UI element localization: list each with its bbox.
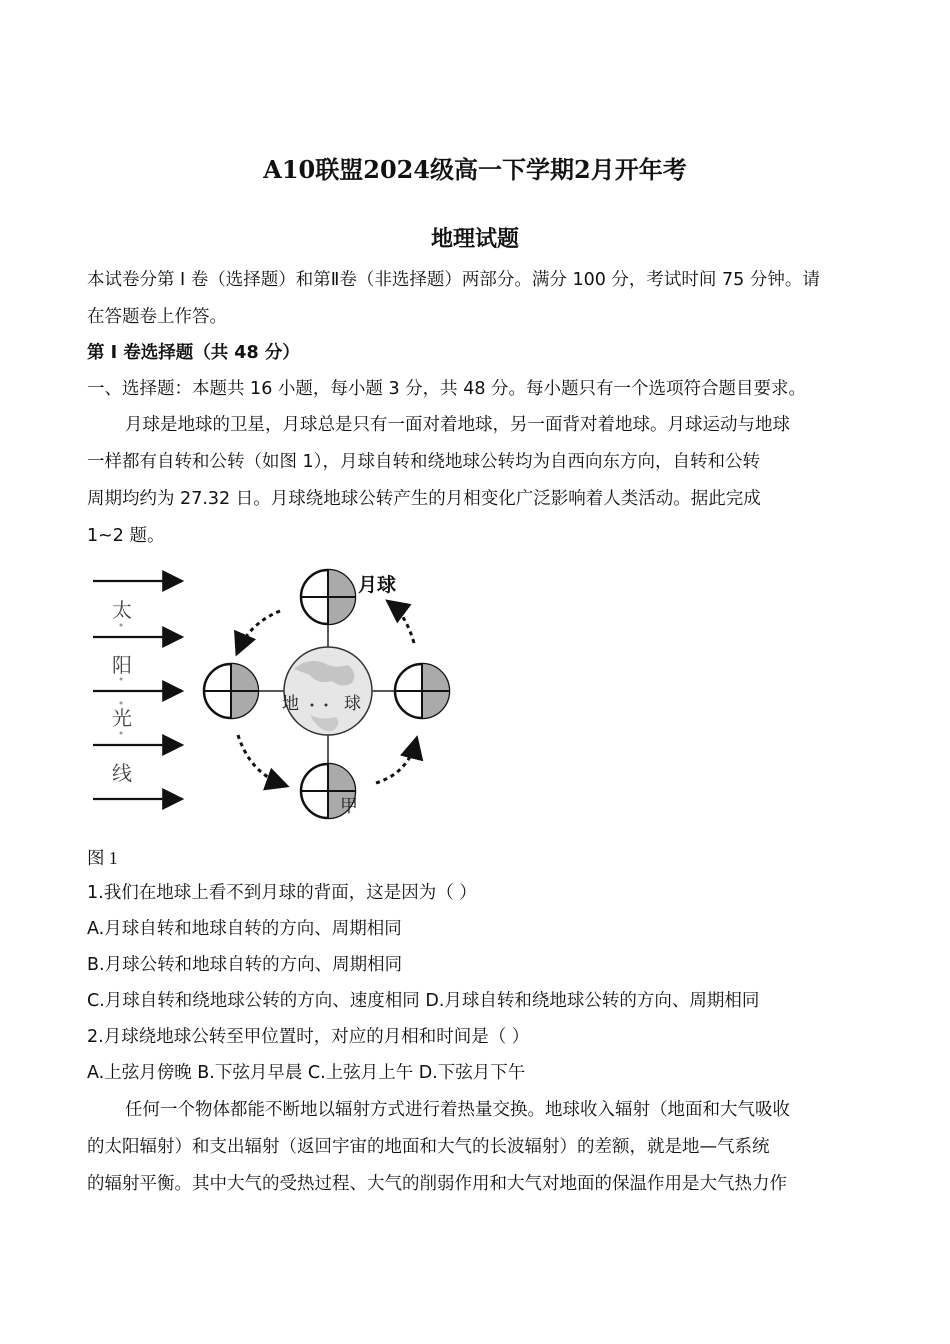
sunlight-char-3: 光 bbox=[112, 706, 132, 730]
intro-line-2: 在答题卷上作答。 bbox=[87, 307, 227, 327]
orbit-arrow-top-left bbox=[238, 611, 280, 651]
sunlight-arrows bbox=[93, 581, 182, 799]
orbit-arrow-bottom-left bbox=[238, 735, 284, 785]
moon-top bbox=[301, 570, 355, 624]
exam-title: A10联盟2024级高一下学期2月开年考 bbox=[263, 155, 687, 184]
exam-subtitle: 地理试题 bbox=[430, 227, 519, 252]
passage1-line-4: 1~2 题。 bbox=[87, 526, 165, 546]
passage1-line-2: 一样都有自转和公转（如图 1），月球自转和绕地球公转均为自西向东方向，自转和公转 bbox=[87, 452, 760, 472]
moon-orbit-figure bbox=[88, 565, 458, 820]
figure-caption: 图 1 bbox=[87, 848, 118, 868]
passage1-line-3: 周期均约为 27.32 日。月球绕地球公转产生的月相变化广泛影响着人类活动。据此完成 bbox=[87, 489, 761, 509]
sunlight-char-4: 线 bbox=[112, 761, 132, 785]
question-2: 2.月球绕地球公转至甲位置时，对应的月相和时间是（ ） bbox=[87, 1027, 530, 1047]
sunlight-char-1: 太 bbox=[112, 598, 132, 622]
earth-label-left: 地 bbox=[282, 694, 299, 714]
question-1: 1.我们在地球上看不到月球的背面，这是因为（ ） bbox=[87, 883, 477, 903]
moon-left bbox=[204, 664, 258, 718]
intro-line-1: 本试卷分第 I 卷（选择题）和第Ⅱ卷（非选择题）两部分。满分 100 分，考试时间 75 分钟。请 bbox=[87, 270, 820, 290]
question-2-options: A.上弦月傍晚 B.下弦月早晨 C.上弦月上午 D.下弦月下午 bbox=[87, 1063, 526, 1083]
orbit-arrow-top-right bbox=[390, 603, 414, 643]
earth-label-right: 球 bbox=[344, 694, 361, 714]
passage2-line-2: 的太阳辐射）和支出辐射（返回宇宙的地面和大气的长波辐射）的差额，就是地—气系统 bbox=[87, 1137, 770, 1157]
moon-label: 月球 bbox=[358, 574, 397, 596]
passage1-line-1: 月球是地球的卫星，月球总是只有一面对着地球，另一面背对着地球。月球运动与地球 bbox=[125, 415, 790, 435]
earth bbox=[282, 647, 372, 735]
moon-right bbox=[395, 664, 449, 718]
question-1-option-a: A.月球自转和地球自转的方向、周期相同 bbox=[87, 919, 402, 939]
orbit-arrow-bottom-right bbox=[376, 741, 416, 783]
moon-bottom-jia bbox=[301, 764, 358, 818]
section-heading: 第 I 卷选择题（共 48 分） bbox=[87, 343, 300, 363]
passage2-line-3: 的辐射平衡。其中大气的受热过程、大气的削弱作用和大气对地面的保温作用是大气热力作 bbox=[87, 1174, 787, 1194]
question-1-options-cd: C.月球自转和绕地球公转的方向、速度相同 D.月球自转和绕地球公转的方向、周期相同 bbox=[87, 991, 760, 1011]
sunlight-char-2: 阳 bbox=[112, 653, 132, 677]
position-jia-label: 甲 bbox=[340, 796, 358, 817]
question-1-option-b: B.月球公转和地球自转的方向、周期相同 bbox=[87, 955, 403, 975]
passage2-line-1: 任何一个物体都能不断地以辐射方式进行着热量交换。地球收入辐射（地面和大气吸收 bbox=[125, 1100, 790, 1120]
instruction-line: 一、选择题：本题共 16 小题，每小题 3 分，共 48 分。每小题只有一个选项符合题目要求。 bbox=[87, 379, 807, 399]
